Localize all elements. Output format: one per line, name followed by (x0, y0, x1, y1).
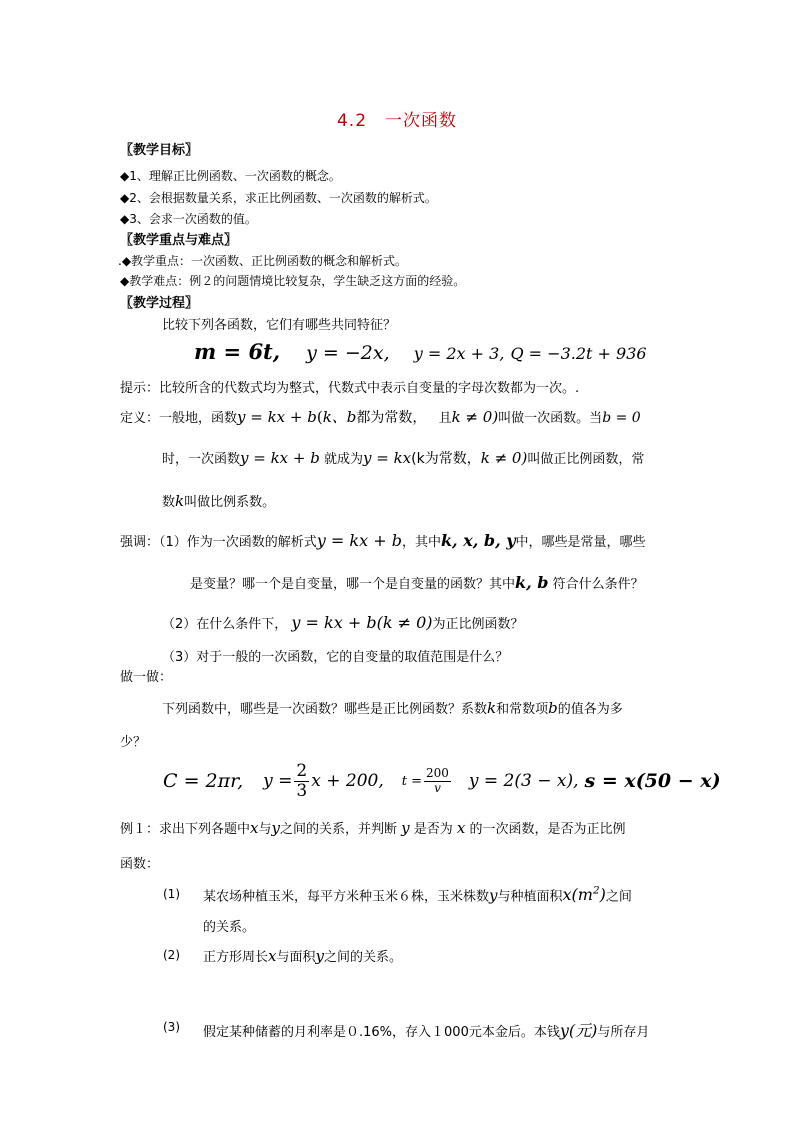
example-item-num: (1) (163, 887, 180, 901)
emphasis-line-3 (162, 613, 524, 632)
example-item (203, 1018, 649, 1041)
formula-c: C = 2πr, (163, 770, 244, 792)
formula: y = kx + b(k ≠ 0) (291, 613, 433, 632)
intro-question: 比较下列各函数，它们有哪些共同特征？ (162, 318, 397, 333)
formula: k ≠ 0) (451, 408, 499, 426)
text: 假定某种储蓄的月利率是０.16%，存入１000元本金后。本钱 (203, 1025, 560, 1040)
formula: k, x, b, y (440, 531, 516, 550)
formula-m: m = 6t, (194, 339, 281, 364)
text: 正方形周长 (203, 950, 269, 965)
text: 符合什么条件？ (552, 577, 644, 592)
hint-text: 提示：比较所含的代数式均为整式，代数式中表示自变量的字母次数都为一次。. (120, 381, 580, 396)
definition-line-1 (120, 406, 641, 427)
formula-s: s = x(50 − x) (584, 770, 721, 792)
practice-formulas (163, 758, 721, 804)
formula-y-part: x + 200, (311, 771, 384, 791)
formula-y-part: y = (263, 771, 293, 791)
text: 的值各为多 (557, 702, 623, 717)
page-title: 4.2 一次函数 (336, 111, 458, 131)
text: 与 (258, 822, 272, 837)
focus-item: ◆教学难点：例２的问题情境比较复杂，学生缺乏这方面的经验。 (120, 274, 466, 288)
formula: k (175, 492, 185, 510)
formula: k (487, 699, 497, 717)
text: 就成为 (324, 452, 364, 467)
text: 中，哪些是常量，哪些 (515, 535, 646, 550)
emphasis-line-2 (190, 573, 644, 592)
text: 与所存月 (597, 1025, 650, 1040)
text: ( (316, 408, 323, 426)
goal-item: ◆2、会根据数量关系，求正比例函数、一次函数的解析式。 (120, 191, 437, 205)
emphasis-line-1 (120, 531, 646, 550)
text: 数 (162, 495, 176, 510)
text: 与种植面积 (497, 889, 563, 905)
text: 例１：求出下列各题中 (120, 822, 251, 837)
intro-formulas (194, 339, 647, 364)
text: 叫做一次函数。当 (498, 411, 603, 426)
example-line-1 (120, 818, 626, 837)
example-item-cont: 的关系。 (203, 920, 256, 935)
denominator: v (434, 780, 441, 795)
text: 定义：一般地，函数 (120, 411, 238, 426)
formula: k ≠ 0) (480, 449, 528, 467)
text: 之间的关系，并判断 (279, 822, 397, 837)
text: 为正比例函数？ (432, 617, 524, 632)
formula: x (250, 819, 259, 837)
text: x(m (562, 885, 593, 905)
goal-item: ◆3、会求一次函数的值。 (120, 212, 257, 226)
numerator: 200 (426, 766, 449, 781)
definition-line-2 (162, 448, 644, 468)
text: (k为常数， (411, 451, 481, 467)
text: （1）作为一次函数的解析式 (159, 535, 317, 550)
formula: b = 0 (602, 410, 641, 426)
text: 下列函数中，哪些是一次函数？哪些是正比例函数？系数 (162, 702, 488, 717)
example-item-num: (2) (163, 948, 180, 962)
formula: y = kx (363, 449, 412, 467)
formula: k, b (515, 573, 549, 592)
practice-question (162, 698, 623, 717)
formula: y (271, 819, 280, 837)
formula: y = kx + b (316, 531, 402, 550)
formula: y (315, 947, 324, 965)
formula-y-3-x: y = 2(3 − x), (468, 771, 579, 791)
text: 叫做正比例函数，常 (527, 452, 645, 467)
formula: x (268, 947, 277, 965)
fraction-200-over-v (424, 767, 451, 794)
formula: b (548, 699, 558, 717)
text: 时，一次函数 (162, 452, 241, 467)
formula: x (456, 819, 466, 837)
text: ，其中 (401, 535, 441, 550)
text: 的一次函数，是否为正比例 (469, 822, 626, 837)
goal-item: ◆1、理解正比例函数、一次函数的概念。 (120, 169, 341, 183)
text: 与面积 (276, 950, 316, 965)
formula: y = kx + b (237, 408, 317, 426)
text: ) (599, 885, 606, 905)
text: 都为常数， (356, 410, 427, 426)
example-item (203, 946, 402, 965)
example-line-2: 函数： (120, 857, 160, 872)
superscript: 2 (592, 885, 600, 897)
emphasis-line-4: （3）对于一般的一次函数，它的自变量的取值范围是什么？ (162, 650, 509, 665)
text: 和常数项 (496, 702, 549, 717)
formula: y(元) (559, 1021, 598, 1040)
section-focus-heading: 〖教学重点与难点〗 (120, 233, 238, 248)
text: 是变量？哪一个是自变量，哪一个是自变量的函数？其中 (190, 577, 516, 592)
text: 是否为 (413, 822, 453, 837)
practice-question-cont: 少？ (120, 735, 147, 750)
fraction-two-thirds (294, 762, 309, 800)
section-process-heading: 〖教学过程〗 (120, 296, 199, 311)
text: 叫做比例系数。 (184, 495, 276, 510)
formula: y = kx + b (240, 449, 320, 467)
definition-line-3 (162, 491, 275, 510)
example-item-num: (3) (163, 1020, 180, 1034)
text: 之间的关系。 (323, 950, 402, 965)
formula: y (401, 819, 410, 837)
text: （2）在什么条件下， (162, 617, 288, 632)
text: 强调： (120, 535, 160, 550)
formula-y2: y = 2x + 3, (413, 344, 505, 363)
numerator: 2 (296, 760, 308, 781)
focus-item: .◆教学重点：一次函数、正比例函数的概念和解析式。 (118, 254, 408, 268)
practice-label: 做一做： (120, 670, 173, 685)
formula-t-part: t = (401, 773, 422, 789)
example-item (203, 885, 632, 904)
formula-y1: y = −2x, (306, 342, 390, 364)
text: 之间 (605, 889, 632, 905)
formula-area (563, 885, 606, 904)
denominator: 3 (296, 780, 308, 801)
formula-q: Q = −3.2t + 936 (510, 344, 647, 363)
text: 且 (438, 411, 452, 426)
formula: y (489, 886, 498, 905)
section-goals-heading: 〖教学目标〗 (120, 143, 199, 158)
text: 某农场种植玉米，每平方米种玉米６株，玉米株数 (203, 889, 490, 905)
formula: k、b (322, 408, 357, 426)
